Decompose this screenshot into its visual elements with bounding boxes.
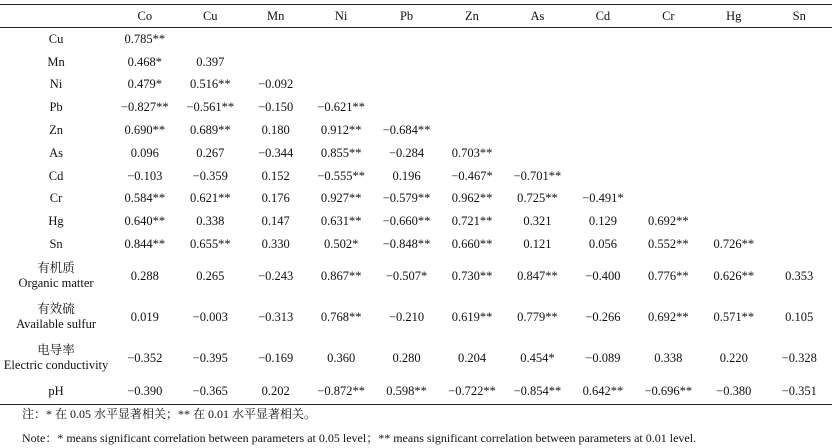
row-label-english: Pb [49, 100, 63, 115]
correlation-cell: −0.169 [258, 350, 294, 365]
correlation-cell [636, 142, 701, 165]
correlation-cell: 0.552** [648, 237, 689, 252]
correlation-cell [570, 142, 635, 165]
correlation-cell: −0.092 [258, 77, 294, 92]
correlation-cell: 0.776** [648, 268, 689, 283]
row-label [0, 142, 112, 165]
row-label [0, 188, 112, 211]
correlation-cell [701, 28, 766, 51]
correlation-cell [308, 74, 373, 97]
correlation-cell: 0.626** [713, 268, 755, 283]
correlation-cell: 0.726** [713, 237, 755, 252]
correlation-cell [766, 74, 832, 97]
correlation-cell: −0.467* [451, 168, 493, 183]
correlation-cell [374, 74, 439, 97]
correlation-cell [570, 51, 635, 74]
row-label-english: Electric conductivity [3, 358, 109, 373]
correlation-cell: 0.129 [588, 214, 617, 229]
correlation-cell: −0.722** [439, 379, 504, 405]
correlation-cell [766, 51, 832, 74]
correlation-cell [766, 142, 832, 165]
correlation-cell: −0.395 [192, 350, 228, 365]
correlation-cell [766, 188, 832, 211]
column-header: Zn [439, 5, 504, 28]
note-chinese: 注：* 在 0.05 水平显著相关；** 在 0.01 水平显著相关。 [22, 407, 317, 421]
correlation-cell [766, 28, 832, 51]
correlation-cell: 0.267 [196, 145, 225, 160]
correlation-cell: −0.352 [127, 350, 163, 365]
correlation-cell: 0.338 [196, 214, 225, 229]
column-header: Cd [570, 5, 635, 28]
correlation-cell: 0.321 [523, 214, 552, 229]
row-label [0, 96, 112, 119]
correlation-cell [439, 51, 504, 74]
correlation-cell: −0.684** [382, 123, 431, 138]
correlation-cell: −0.827** [120, 100, 169, 115]
correlation-cell: 0.056 [588, 237, 617, 252]
correlation-cell: −0.555** [317, 168, 365, 183]
table-row [0, 210, 832, 233]
correlation-cell: −0.089 [585, 350, 621, 365]
correlation-cell [570, 28, 635, 51]
correlation-cell [308, 51, 373, 74]
correlation-cell: −0.313 [258, 309, 294, 324]
correlation-cell: 0.338 [654, 350, 683, 365]
correlation-cell: −0.359 [192, 168, 228, 183]
correlation-cell [701, 210, 766, 233]
correlation-cell [439, 96, 504, 119]
table-row [0, 338, 832, 379]
correlation-cell [701, 119, 766, 142]
correlation-cell: −0.351 [766, 379, 832, 405]
row-label-english: Organic matter [18, 276, 94, 291]
correlation-cell: 0.655** [189, 237, 231, 252]
correlation-cell: 0.454* [520, 350, 555, 365]
correlation-cell: 0.220 [719, 350, 748, 365]
correlation-cell: −0.696** [636, 379, 701, 405]
correlation-cell: 0.847** [517, 268, 558, 283]
correlation-cell: 0.479* [127, 77, 162, 92]
correlation-cell: 0.121 [523, 237, 552, 252]
correlation-cell: 0.176 [261, 191, 290, 206]
correlation-cell: 0.660** [451, 237, 493, 252]
correlation-cell: −0.400 [585, 268, 621, 283]
correlation-cell: −0.365 [178, 379, 243, 405]
correlation-cell: 0.353 [785, 268, 814, 283]
correlation-cell: 0.962** [451, 191, 493, 206]
correlation-cell [505, 96, 570, 119]
row-label [0, 379, 112, 405]
correlation-cell: 0.202 [243, 379, 308, 405]
column-header: Hg [701, 5, 766, 28]
correlation-cell: 0.397 [196, 54, 225, 69]
row-label-english: Hg [48, 214, 64, 229]
row-label-english: Cr [49, 191, 63, 206]
correlation-cell: 0.631** [320, 214, 362, 229]
correlation-cell: 0.703** [451, 145, 493, 160]
row-label-english: As [49, 145, 63, 160]
row-label [0, 233, 112, 256]
column-header: As [505, 5, 570, 28]
correlation-cell: 0.721** [451, 214, 493, 229]
column-header: Cu [178, 5, 243, 28]
correlation-cell: −0.872** [308, 379, 373, 405]
correlation-cell [570, 119, 635, 142]
correlation-cell: 0.152 [261, 168, 290, 183]
correlation-cell: −0.579** [382, 191, 431, 206]
row-label-english: Ni [49, 77, 63, 92]
row-label-english: Available sulfur [16, 317, 97, 332]
correlation-cell [766, 233, 832, 256]
correlation-cell [505, 51, 570, 74]
correlation-cell: 0.105 [785, 309, 814, 324]
correlation-cell: 0.855** [320, 145, 362, 160]
correlation-cell: 0.288 [130, 268, 159, 283]
column-header: Sn [766, 5, 832, 28]
row-label [0, 210, 112, 233]
correlation-cell: −0.266 [585, 309, 621, 324]
row-label-english: Cd [48, 168, 64, 183]
table-row [0, 297, 832, 338]
table-row [0, 119, 832, 142]
column-header: Mn [243, 5, 308, 28]
correlation-cell: 0.280 [392, 350, 421, 365]
correlation-cell [178, 28, 243, 51]
correlation-cell [636, 119, 701, 142]
correlation-cell: −0.344 [258, 145, 294, 160]
correlation-cell [636, 188, 701, 211]
correlation-cell: 0.642** [570, 379, 635, 405]
correlation-cell: 0.779** [517, 309, 558, 324]
correlation-cell [505, 142, 570, 165]
correlation-cell [766, 119, 832, 142]
table-row [0, 233, 832, 256]
correlation-cell [374, 28, 439, 51]
row-label [0, 256, 112, 297]
correlation-cell [570, 96, 635, 119]
correlation-cell [636, 165, 701, 188]
correlation-cell [636, 74, 701, 97]
correlation-cell [439, 119, 504, 142]
correlation-cell: 0.204 [457, 350, 487, 365]
table-row [0, 165, 832, 188]
row-label [0, 74, 112, 97]
correlation-cell [505, 119, 570, 142]
table-row [0, 74, 832, 97]
correlation-cell [439, 28, 504, 51]
correlation-cell [636, 28, 701, 51]
correlation-cell: 0.844** [124, 237, 166, 252]
correlation-cell: 0.785** [124, 31, 166, 46]
correlation-cell [374, 51, 439, 74]
row-label [0, 338, 112, 379]
correlation-cell: 0.725** [517, 191, 558, 206]
correlation-cell: 0.180 [261, 123, 290, 138]
row-label-chinese: 有机质 [37, 261, 75, 276]
correlation-cell: 0.019 [130, 309, 159, 324]
correlation-cell: −0.507* [385, 268, 428, 283]
correlation-cell [505, 28, 570, 51]
correlation-cell [701, 142, 766, 165]
correlation-cell [766, 210, 832, 233]
correlation-cell: 0.692** [648, 309, 689, 324]
correlation-cell: −0.621** [317, 100, 365, 115]
row-label [0, 51, 112, 74]
table-row [0, 96, 832, 119]
correlation-cell: −0.561** [186, 100, 235, 115]
correlation-cell [570, 165, 635, 188]
correlation-cell [308, 28, 373, 51]
column-header: Pb [374, 5, 439, 28]
correlation-cell: 0.468* [127, 54, 162, 69]
correlation-cell: 0.730** [451, 268, 493, 283]
correlation-cell [243, 28, 308, 51]
table-row [0, 51, 832, 74]
correlation-cell: −0.854** [505, 379, 570, 405]
correlation-cell [636, 96, 701, 119]
correlation-cell [766, 165, 832, 188]
row-label [0, 28, 112, 51]
correlation-cell: −0.380 [701, 379, 766, 405]
correlation-cell [701, 165, 766, 188]
row-label-english: Cu [48, 31, 64, 46]
correlation-cell [701, 74, 766, 97]
correlation-cell: 0.689** [189, 123, 231, 138]
header-corner [0, 5, 112, 28]
correlation-cell [374, 96, 439, 119]
correlation-cell: −0.390 [112, 379, 177, 405]
correlation-cell [636, 51, 701, 74]
row-label-chinese: 电导率 [37, 343, 75, 358]
row-label-chinese: 有效硫 [37, 302, 75, 317]
correlation-cell: −0.003 [192, 309, 228, 324]
table-row [0, 28, 832, 51]
row-label-english: pH [48, 383, 64, 398]
correlation-cell [701, 96, 766, 119]
correlation-cell: 0.096 [130, 145, 159, 160]
correlation-cell: −0.660** [382, 214, 431, 229]
row-label [0, 165, 112, 188]
correlation-cell: 0.690** [124, 123, 166, 138]
table-row [0, 188, 832, 211]
correlation-cell: 0.360 [327, 350, 356, 365]
correlation-cell: 0.502* [323, 237, 359, 252]
correlation-cell [766, 96, 832, 119]
correlation-cell: −0.284 [388, 145, 425, 160]
table-row [0, 379, 832, 405]
correlation-cell: 0.768** [320, 309, 362, 324]
correlation-cell: 0.330 [261, 237, 290, 252]
correlation-cell: 0.621** [189, 191, 231, 206]
correlation-table [0, 4, 832, 405]
correlation-cell: 0.265 [196, 268, 225, 283]
correlation-cell: 0.867** [320, 268, 362, 283]
correlation-cell: −0.491* [582, 191, 624, 206]
note-english: Note：* means significant correlation between parameters at 0.05 level；** means significant correlation between parameters at 0.01 level. [22, 431, 697, 445]
correlation-cell: 0.598** [374, 379, 439, 405]
correlation-cell: 0.927** [320, 191, 362, 206]
correlation-cell: 0.196 [392, 168, 421, 183]
table-row [0, 142, 832, 165]
correlation-cell: 0.912** [320, 123, 362, 138]
correlation-cell [439, 74, 504, 97]
table-row [0, 256, 832, 297]
correlation-cell: −0.243 [258, 268, 294, 283]
row-label-english: Mn [47, 54, 65, 69]
row-label-english: Sn [49, 237, 63, 252]
header-row [0, 5, 832, 28]
row-label-english: Zn [49, 123, 63, 138]
row-label [0, 297, 112, 338]
correlation-cell: −0.848** [382, 237, 431, 252]
column-header: Cr [636, 5, 701, 28]
correlation-cell: 0.619** [451, 309, 493, 324]
table-body [0, 28, 832, 405]
correlation-cell: 0.692** [648, 214, 689, 229]
correlation-cell: 0.571** [713, 309, 755, 324]
correlation-cell: −0.701** [513, 168, 562, 183]
correlation-cell: 0.516** [189, 77, 231, 92]
column-header: Co [112, 5, 177, 28]
correlation-cell [243, 51, 308, 74]
correlation-cell: −0.210 [388, 309, 425, 324]
correlation-cell [505, 74, 570, 97]
correlation-cell: 0.584** [124, 191, 166, 206]
correlation-cell: 0.640** [124, 214, 166, 229]
column-header: Ni [308, 5, 373, 28]
correlation-cell: 0.147 [261, 214, 290, 229]
row-label [0, 119, 112, 142]
correlation-cell: −0.328 [781, 350, 817, 365]
correlation-cell [701, 51, 766, 74]
correlation-cell: −0.150 [258, 100, 294, 115]
correlation-cell: −0.103 [127, 168, 163, 183]
correlation-cell [570, 74, 635, 97]
correlation-cell [701, 188, 766, 211]
